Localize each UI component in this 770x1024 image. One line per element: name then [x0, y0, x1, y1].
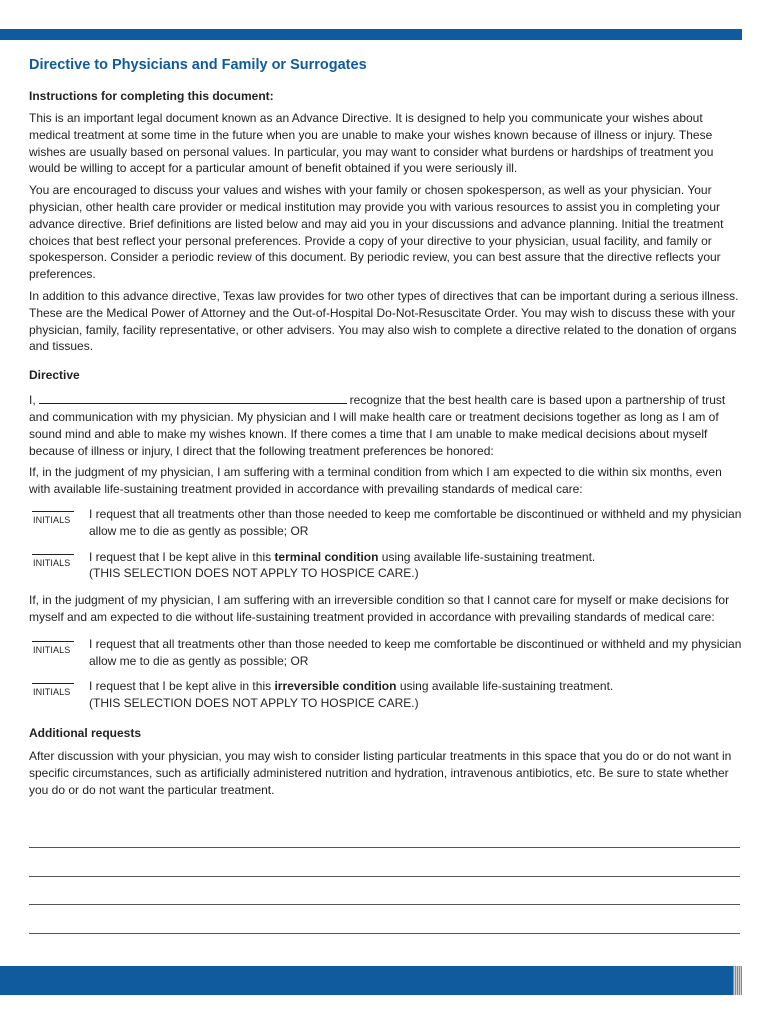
write-in-line[interactable] — [29, 876, 740, 877]
terminal-choice-keep-alive — [29, 549, 743, 583]
choice-text-post: using available life-sustaining treatment. — [396, 679, 614, 694]
initials-line[interactable] — [32, 641, 74, 642]
irreversible-choice-withhold — [29, 636, 743, 670]
initials-label: INITIALS — [33, 687, 71, 698]
instructions-paragraph-1: This is an important legal document known as an Advance Directive. It is designed to help you communicate your wishes about medical treatment at some time in the future when you are unable to make your wishes known because of illness or injury. These wishes are usually based on personal values. In particular, you may want to consider what burdens or hardships of treatment you would be willing to accept for a particular amount of benefit obtained if you were seriously ill. — [29, 111, 714, 176]
instructions-heading: Instructions for completing this document: — [29, 89, 274, 103]
additional-requests-heading: Additional requests — [29, 725, 142, 740]
irreversible-choice-keep-alive — [29, 678, 743, 712]
directive-statement — [29, 392, 743, 459]
initials-label: INITIALS — [33, 644, 71, 655]
terminal-condition-intro: If, in the judgment of my physician, I am suffering with a terminal condition from which I am expected to die within six months, even with available life-sustaining treatment provided in accordance with prevailing standards of medical care: — [29, 465, 722, 497]
footer-edge-pattern — [733, 966, 742, 995]
directive-i-prefix: I, — [29, 393, 36, 408]
initials-label: INITIALS — [33, 557, 71, 568]
terminal-condition-bold: terminal condition — [274, 549, 379, 564]
initials-label: INITIALS — [33, 514, 71, 525]
directive-statement-text: recognize that the best health care is based upon a partnership of trust and communication with my physician. My physician and I will make health care or treatment decisions together as long as I am of sound mind and able to make my wishes known. If there comes a time that I am unable to make medical decisions about myself because of illness or injury, I direct that the following treatment preferences be honored: — [29, 393, 726, 458]
directive-heading: Directive — [29, 368, 80, 383]
document-body — [29, 55, 743, 798]
instructions-paragraph-2: You are encouraged to discuss your values and wishes with your family or chosen spokesperson, as well as your physician. Your physician, other health care provider or medical institution may provide you with various resources to assist you in completing your advance directive. Brief definitions are listed below and may aid you in your discussions and advance planning. Initial the treatment choices that best reflect your personal preferences. Provide a copy of your directive to your physician, usual facility, and family or spokesperson. Consider a periodic review of this document. By periodic review, you can best assure that the directive reflects your preferences. — [29, 183, 724, 282]
additional-requests-lines — [29, 847, 740, 961]
choice-text-post: using available life-sustaining treatment. — [378, 549, 596, 564]
choice-text-pre: I request that I be kept alive in this — [89, 549, 275, 564]
irreversible-condition-bold: irreversible condition — [274, 679, 397, 694]
choice-text: I request that all treatments other than those needed to keep me comfortable be discontinued or withheld and my physician allow me to die as gently as possible; OR — [89, 636, 742, 668]
top-header-bar — [0, 29, 742, 40]
initials-line[interactable] — [32, 554, 74, 555]
bottom-footer-bar — [0, 966, 742, 995]
name-fill-line[interactable] — [39, 392, 347, 404]
initials-field[interactable] — [29, 636, 89, 656]
initials-field[interactable] — [29, 549, 89, 569]
choice-text: I request that all treatments other than those needed to keep me comfortable be discontinued or withheld and my physician allow me to die as gently as possible; OR — [89, 506, 742, 538]
initials-line[interactable] — [32, 683, 74, 684]
choice-text-pre: I request that I be kept alive in this — [89, 679, 275, 694]
write-in-line[interactable] — [29, 904, 740, 905]
initials-field[interactable] — [29, 678, 89, 698]
instructions-paragraph-3: In addition to this advance directive, Texas law provides for two other types of directives that can be important during a serious illness. These are the Medical Power of Attorney and the Out-of-Hospital Do-Not-Resuscitate Order. You may wish to discuss these with your physician, family, facility representative, or other advisers. You may also wish to complete a directive related to the donation of organs and tissues. — [29, 288, 739, 354]
initials-line[interactable] — [32, 511, 74, 512]
write-in-line[interactable] — [29, 847, 740, 848]
initials-field[interactable] — [29, 506, 89, 526]
choice-text — [89, 549, 743, 583]
terminal-choice-withhold — [29, 506, 743, 540]
irreversible-condition-intro: If, in the judgment of my physician, I am suffering with an irreversible condition so that I cannot care for myself or make decisions for myself and am expected to die without life-sustaining treatment provided in accordance with prevailing standards of medical care: — [29, 593, 730, 624]
write-in-line[interactable] — [29, 933, 740, 934]
choice-text — [89, 678, 743, 712]
hospice-note: (THIS SELECTION DOES NOT APPLY TO HOSPICE CARE.) — [89, 696, 419, 711]
page-title: Directive to Physicians and Family or Surrogates — [29, 57, 367, 73]
hospice-note: (THIS SELECTION DOES NOT APPLY TO HOSPICE CARE.) — [89, 566, 419, 581]
additional-requests-text: After discussion with your physician, you may wish to consider listing particular treatments in this space that you do or do not want in specific circumstances, such as artificially administered nutrition and hydration, intravenous antibiotics, etc. Be sure to state whether you do or do not want the particular treatment. — [29, 748, 732, 797]
